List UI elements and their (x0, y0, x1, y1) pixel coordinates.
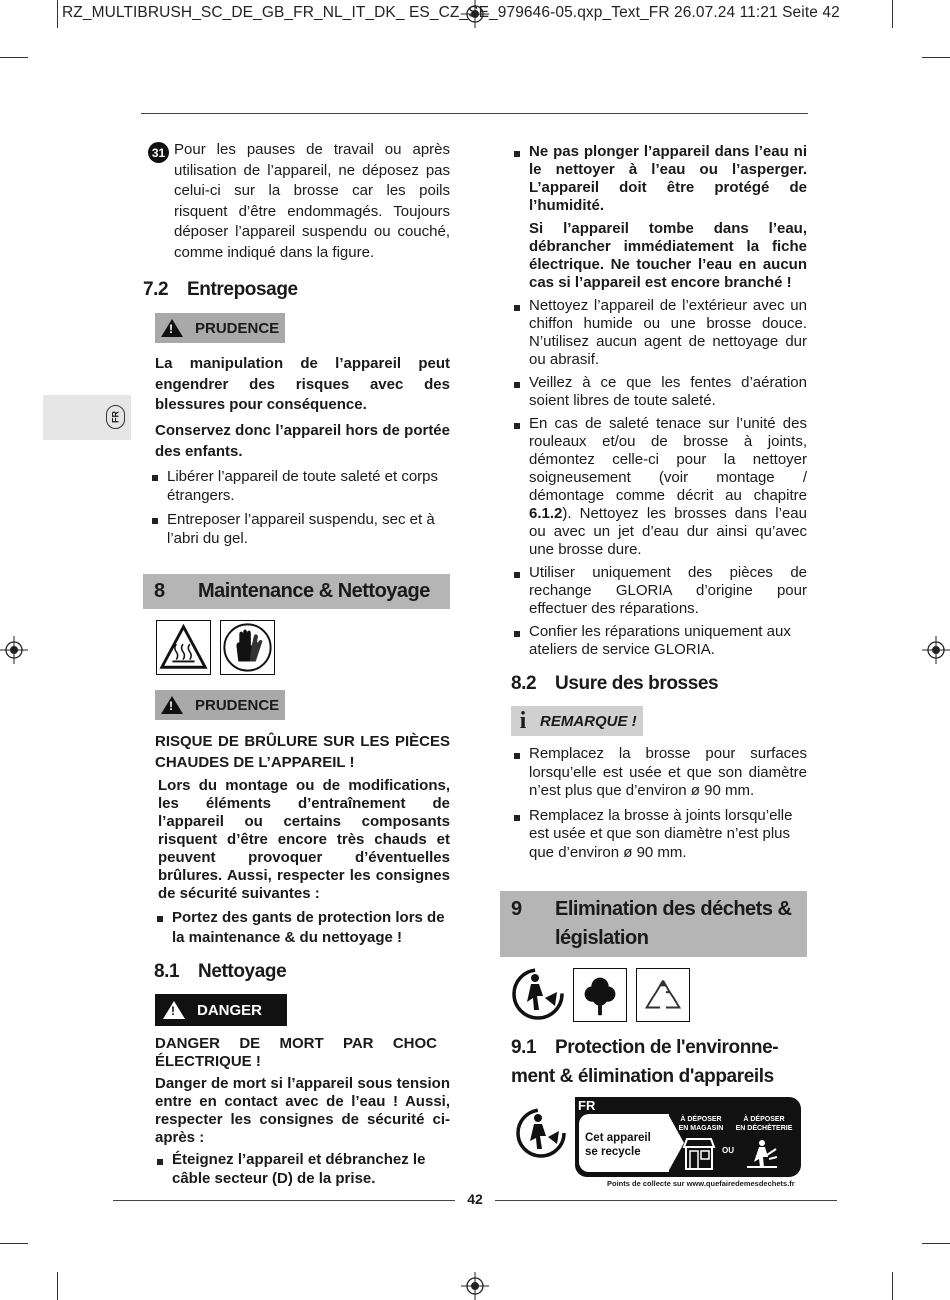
section-heading-7-2: 7.2 Entreposage (143, 279, 298, 300)
list-item: En cas de saleté tenace sur l’unité des rouleaux et/ou de brosse à joints, démontez celle-ci pour la nettoyer soigneusement (voir montage / démontage comme décrit au chapitre 6.1.2). Nettoyez les brosses dans l’eau ou avec un jet d’eau dur ainsi qu’avec une brosse dure. (512, 415, 807, 559)
collection-points-text: Points de collecte sur www.quefairedemesdechets.fr (607, 1179, 795, 1188)
tree-icon (573, 968, 627, 1022)
shop-icon (681, 1137, 717, 1171)
chapter-ref: 6.1.2 (529, 505, 563, 522)
caution-badge: ! PRUDENCE (155, 690, 285, 720)
triman-icon (513, 1106, 569, 1160)
recycling-icon (636, 968, 690, 1022)
list-item: Portez des gants de protection lors de la maintenance & du nettoyage ! (155, 908, 445, 947)
list-item: Remplacez la brosse à joints lorsqu’elle est usée et que son diamètre n’est plus que d’environ ø 90 mm. (512, 807, 807, 863)
caution-badge: ! PRUDENCE (155, 313, 285, 343)
list-item: Éteignez l’appareil et débranchez le câble secteur (D) de la prise. (155, 1151, 445, 1188)
crop-mark (57, 0, 58, 28)
crop-mark (922, 57, 950, 58)
storage-warning-1: La manipulation de l’appareil peut engendrer des risques avec des blessures pour conséquence. (155, 355, 450, 413)
danger-badge: ! DANGER (155, 994, 287, 1026)
note-badge: i REMARQUE ! (511, 706, 643, 736)
crop-mark (892, 0, 893, 28)
section-heading-9: 9 Elimination des déchets & législation (500, 891, 807, 957)
burn-text: Lors du montage ou de modifications, les éléments d’entraînement de l’appareil ou certains composants risquent d’être encore très chauds et peuvent provoquer d’éventuelles brûlures. Aussi, respecter les consignes de sécurité suivantes : (158, 777, 450, 902)
crop-mark (0, 1243, 28, 1244)
burn-list (155, 908, 445, 947)
storage-list (150, 467, 450, 548)
protective-gloves-icon (220, 620, 275, 675)
recycle-text: Cet appareil se recycle (585, 1132, 651, 1158)
shock-text: Danger de mort si l’appareil sous tension entre en contact avec de l’eau ! Aussi, respecter les consignes de sécurité ci-après : (155, 1075, 450, 1146)
language-tab-label: FR (110, 411, 121, 423)
wear-list (512, 745, 807, 862)
list-item: Veillez à ce que les fentes d’aération soient libres de toute saleté. (512, 374, 807, 410)
list-item: Utiliser uniquement des pièces de rechange GLORIA d’origine pour effectuer des réparations. (512, 564, 807, 618)
print-slug: RZ_MULTIBRUSH_SC_DE_GB_FR_NL_IT_DK_ ES_CZ_SE_979646-05.qxp_Text_FR 26.07.24 11:21 Seite 42 (62, 4, 840, 21)
registration-mark-icon (0, 636, 28, 664)
crop-mark (892, 1272, 893, 1300)
section-heading-8: 8 Maintenance & Nettoyage (143, 574, 450, 609)
crop-mark (0, 57, 28, 58)
list-item: Remplacez la brosse pour surfaces lorsqu’elle est usée et que son diamètre n’est plus que d’environ ø 90 mm. (512, 745, 807, 801)
burn-heading: RISQUE DE BRÛLURE SUR LES PIÈCES CHAUDES DE L’APPAREIL ! (155, 733, 450, 771)
list-item (512, 143, 807, 292)
hot-surface-icon (156, 620, 211, 675)
storage-warning-2: Conservez donc l’appareil hors de portée des enfants. (155, 422, 450, 460)
step-number: 31 (148, 142, 169, 163)
footer-rule (113, 1200, 455, 1201)
info-icon: i (519, 707, 527, 734)
list-item: Confier les réparations uniquement aux ateliers de service GLORIA. (512, 623, 807, 659)
triman-icon (509, 966, 567, 1022)
warning-triangle-icon (161, 696, 183, 714)
item-text: Si l’appareil tombe dans l’eau, débrancher immédiatement la fiche électrique. Ne toucher l’eau en aucun cas si l’appareil est encore branché ! (529, 220, 807, 291)
section-heading-9-1: 9.1 Protection de l'environne- ment & élimination d'appareils (511, 1037, 779, 1087)
step-text: Pour les pauses de travail ou après utilisation de l’appareil, ne déposez pas celui-ci sur la brosse car les poils risquent d’être endommagés. Toujours déposer l’appareil suspendu ou couché, comme indiqué dans la figure. (174, 141, 450, 261)
footer-rule (495, 1200, 837, 1201)
waste-disposal-icon (745, 1137, 779, 1171)
item-text: Ne pas plonger l’appareil dans l’eau ni le nettoyer à l’eau ou l’asperger. L’appareil doit être protégé de l’humidité. (529, 143, 807, 214)
list-item: Entreposer l’appareil suspendu, sec et à l’abri du gel. (150, 510, 450, 548)
shock-list (155, 1151, 445, 1188)
country-label: FR (578, 1098, 596, 1113)
dump-label: À DÉPOSER EN DÉCHÈTERIE (735, 1116, 793, 1132)
shock-heading: DANGER DE MORT PAR CHOC ÉLECTRIQUE ! (155, 1035, 437, 1070)
crop-mark (922, 1243, 950, 1244)
registration-mark-icon (461, 1272, 489, 1300)
warning-triangle-icon (163, 1001, 185, 1019)
warning-triangle-icon (161, 319, 183, 337)
section-heading-8-2: 8.2 Usure des brosses (511, 673, 719, 694)
shop-label: À DÉPOSER EN MAGASIN (678, 1116, 724, 1132)
header-rule (141, 113, 808, 114)
list-item: Libérer l’appareil de toute saleté et corps étrangers. (150, 467, 450, 505)
crop-mark (57, 1272, 58, 1300)
registration-mark-icon (922, 636, 950, 664)
page-number: 42 (467, 1191, 483, 1207)
info-triman-panel (575, 1097, 801, 1177)
or-label: OU (722, 1146, 734, 1155)
section-heading-8-1: 8.1 Nettoyage (154, 961, 287, 982)
cleaning-list (512, 143, 807, 659)
list-item: Nettoyez l’appareil de l’extérieur avec un chiffon humide ou une brosse douce. N’utilisez aucun agent de nettoyage dur ou abrasif. (512, 297, 807, 369)
